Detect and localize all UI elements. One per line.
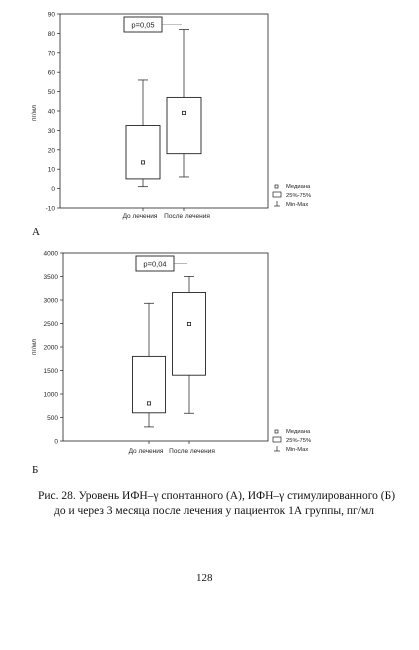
panel-a-legend-median-symbol bbox=[275, 185, 278, 188]
panel-b-y-tick-label: 2000 bbox=[43, 344, 58, 352]
panel-a-y-tick-label: 90 bbox=[47, 11, 55, 19]
panel-b-legend-median-symbol bbox=[275, 430, 278, 433]
panel-b-annotation-text: p=0,04 bbox=[143, 259, 167, 269]
caption-line-1: Рис. 28. Уровень ИФН–γ спонтанного (А), ИФН–γ стимулированного (Б) bbox=[38, 490, 396, 502]
panel-a-y-axis-label: пг/мл bbox=[31, 105, 38, 121]
panel-a-legend-iqr-symbol bbox=[273, 192, 281, 197]
panel-b-y-tick-label: 500 bbox=[47, 415, 58, 422]
panel-a-box-iqr bbox=[126, 126, 160, 179]
panel-b-y-tick-label: 3500 bbox=[43, 274, 58, 281]
panel-b-category-label: До лечения bbox=[128, 448, 164, 455]
panel-b-box-iqr bbox=[173, 292, 206, 375]
panel-a-legend-minmax-label: Min-Max bbox=[286, 202, 309, 208]
panel-a-box-iqr bbox=[167, 97, 201, 153]
panel-b-y-tick-label: 3000 bbox=[43, 297, 58, 305]
panel-b-median-marker bbox=[147, 402, 150, 405]
panel-a-y-tick-label: 10 bbox=[47, 166, 55, 174]
panel-b-median-marker bbox=[187, 322, 190, 325]
panel-b-y-tick-label: 2500 bbox=[43, 321, 58, 328]
panel-b-legend-median-label: Медиана bbox=[286, 429, 311, 435]
panel-a-annotation-text: p=0,05 bbox=[131, 20, 155, 30]
panel-b-y-tick-label: 0 bbox=[54, 438, 58, 446]
panel-a-y-tick-label: 70 bbox=[47, 50, 55, 58]
panel-b-y-tick-label: 4000 bbox=[43, 250, 58, 258]
panel-a-y-tick-label: 40 bbox=[47, 108, 55, 116]
panel-b-category-label: После лечения bbox=[169, 448, 215, 455]
figure-caption bbox=[38, 489, 398, 519]
panel-a-category-label: До лечения bbox=[122, 213, 158, 220]
panel-b-y-tick-label: 1500 bbox=[43, 368, 58, 375]
panel-b-y-tick-label: 1000 bbox=[43, 391, 58, 399]
panel-label-a: А bbox=[32, 226, 40, 238]
panel-a-y-tick-label: -10 bbox=[45, 205, 55, 213]
panel-b-legend-iqr-label: 25%-75% bbox=[286, 438, 312, 444]
page-number: 128 bbox=[196, 572, 213, 584]
panel-label-b: Б bbox=[32, 464, 39, 476]
panel-b-legend-iqr-symbol bbox=[273, 437, 281, 442]
panel-b-legend-minmax-label: Min-Max bbox=[286, 447, 309, 453]
panel-a-y-tick-label: 30 bbox=[47, 127, 55, 135]
panel-a-legend-median-label: Медиана bbox=[286, 184, 311, 190]
panel-a-y-tick-label: 60 bbox=[47, 69, 55, 77]
panel-a-median-marker bbox=[182, 111, 185, 114]
panel-a-category-label: После лечения bbox=[164, 213, 210, 220]
panel-a-y-tick-label: 0 bbox=[51, 186, 55, 194]
panel-a-legend-iqr-label: 25%-75% bbox=[286, 193, 312, 199]
panel-a-y-tick-label: 80 bbox=[47, 30, 55, 38]
panel-a-median-marker bbox=[141, 161, 144, 164]
panel-a-plot-frame bbox=[60, 14, 268, 208]
panel-a-y-tick-label: 20 bbox=[47, 147, 55, 155]
panel-a-y-tick-label: 50 bbox=[47, 89, 55, 97]
caption-line-2: до и через 3 месяца после лечения у пациенток 1А группы, пг/мл bbox=[54, 505, 374, 517]
panel-b-y-axis-label: пг/мл bbox=[31, 339, 38, 355]
